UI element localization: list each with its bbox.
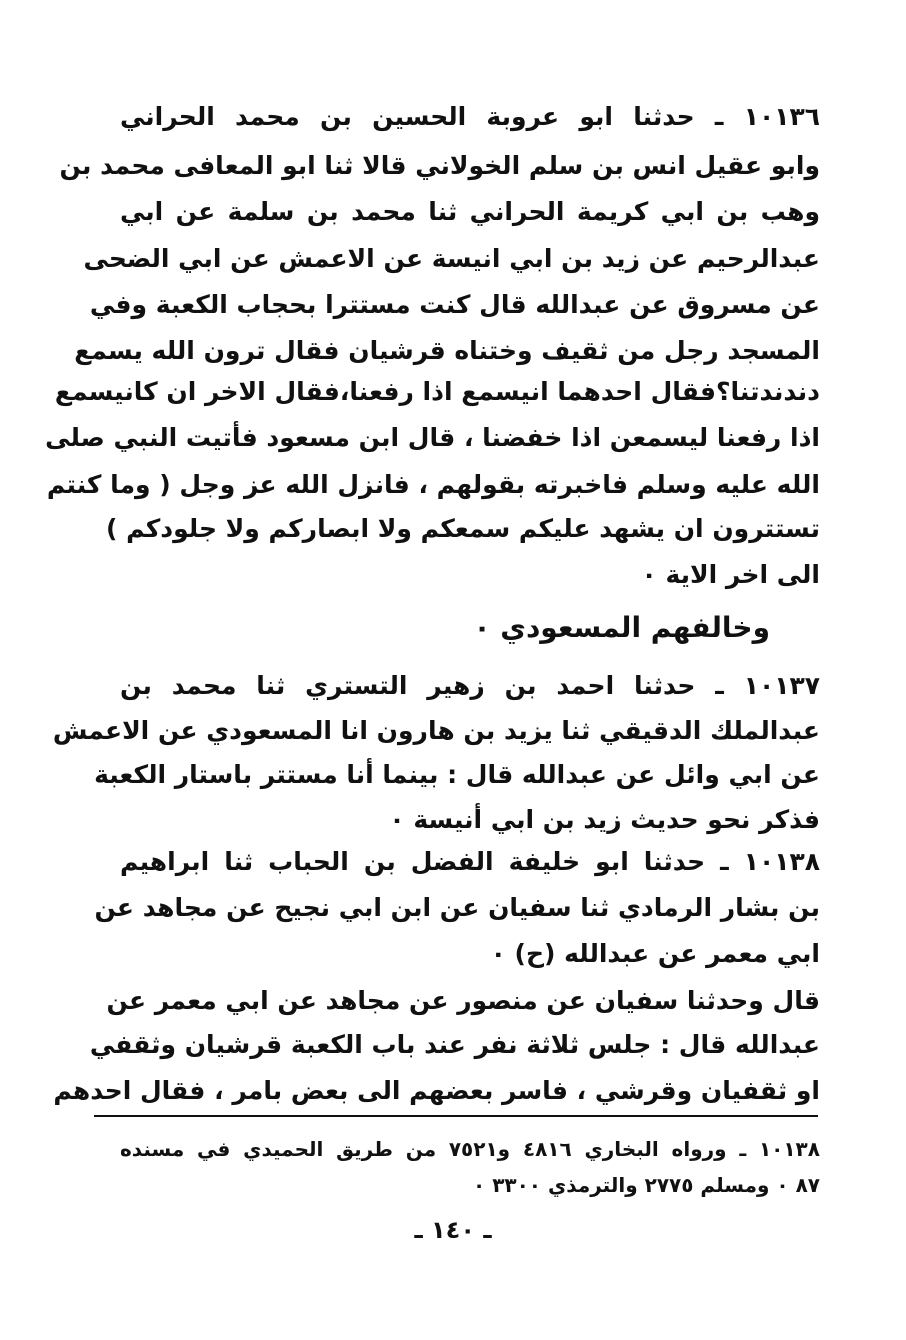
page-number: ـ ١٤٠ ـ [414, 1216, 492, 1244]
text-line: الله عليه وسلم فاخبرته بقولهم ، فانزل الله عز وجل ( وما كنتم [46, 470, 820, 499]
text-line: دندندتنا؟فقال احدهما انيسمع اذا رفعنا،فقال الاخر ان كانيسمع [54, 377, 820, 406]
text-line: بن بشار الرمادي ثنا سفيان عن ابن ابي نجيح عن مجاهد عن [94, 893, 820, 922]
text-line: الى اخر الاية ٠ [641, 560, 820, 589]
text-line: تستترون ان يشهد عليكم سمعكم ولا ابصاركم ولا جلودكم ) [105, 514, 820, 543]
text-line: عبدالله قال : جلس ثلاثة نفر عند باب الكعبة قرشيان وثقفي [89, 1030, 820, 1059]
footnote-line: ١٠١٣٨ ـ ورواه البخاري ٤٨١٦ و٧٥٢١ من طريق الحميدي في مسنده [120, 1137, 820, 1161]
text-line: ١٠١٣٧ ـ حدثنا احمد بن زهير التستري ثنا محمد بن [120, 671, 820, 700]
text-line: اذا رفعنا ليسمعن اذا خفضنا ، قال ابن مسعود فأتيت النبي صلى [45, 423, 820, 452]
text-line: المسجد رجل من ثقيف وختناه قرشيان فقال ترون الله يسمع [74, 336, 820, 365]
footnote-divider [94, 1115, 818, 1117]
text-line: عبدالرحيم عن زيد بن ابي انيسة عن الاعمش عن ابي الضحى [83, 244, 820, 273]
text-line: فذكر نحو حديث زيد بن ابي أنيسة ٠ [389, 805, 820, 834]
section-heading: وخالفهم المسعودي ٠ [473, 611, 770, 644]
text-line: او ثقفيان وقرشي ، فاسر بعضهم الى بعض بامر ، فقال احدهم [53, 1076, 820, 1105]
text-line: وهب بن ابي كريمة الحراني ثنا محمد بن سلمة عن ابي [120, 197, 820, 226]
text-line: ١٠١٣٦ ـ حدثنا ابو عروبة الحسين بن محمد الحراني [120, 102, 820, 131]
text-line: عن مسروق عن عبدالله قال كنت مستترا بحجاب الكعبة وفي [89, 290, 820, 319]
text-line: وابو عقيل انس بن سلم الخولاني قالا ثنا ابو المعافى محمد بن [59, 151, 820, 180]
text-line: ١٠١٣٨ ـ حدثنا ابو خليفة الفضل بن الحباب ثنا ابراهيم [120, 847, 820, 876]
text-line: عن ابي وائل عن عبدالله قال : بينما أنا مستتر باستار الكعبة [94, 760, 820, 789]
text-line: عبدالملك الدقيقي ثنا يزيد بن هارون انا المسعودي عن الاعمش [52, 716, 820, 745]
text-line: ابي معمر عن عبدالله (ح) ٠ [490, 939, 820, 968]
footnote-line: ٨٧ ٠ ومسلم ٢٧٧٥ والترمذي ٣٣٠٠ ٠ [473, 1173, 820, 1197]
text-line: قال وحدثنا سفيان عن منصور عن مجاهد عن ابي معمر عن [106, 986, 820, 1015]
